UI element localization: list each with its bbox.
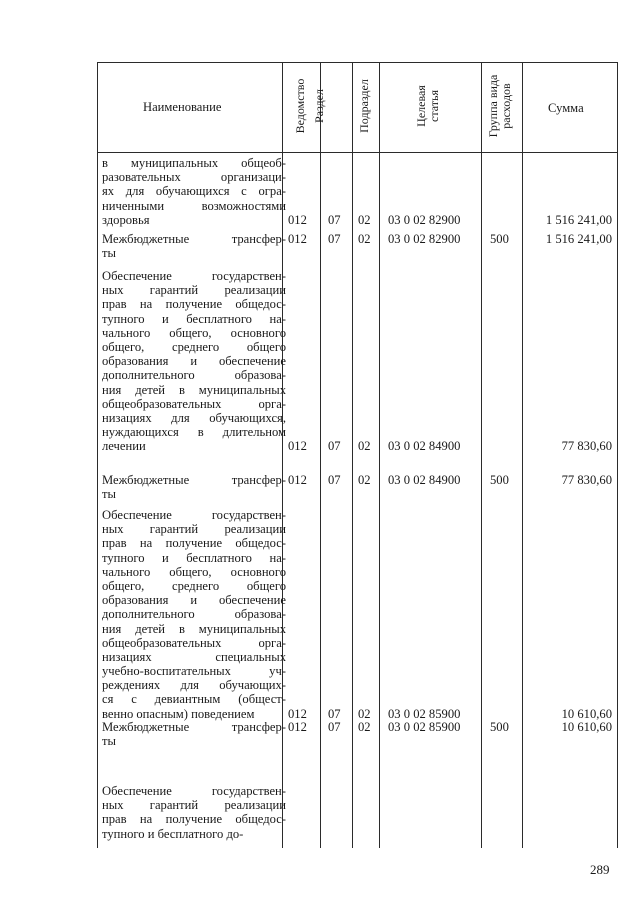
description-line: тупного и бесплатного на- — [102, 311, 286, 326]
header-group-line2: расходов — [499, 83, 513, 129]
cell-target-article: 03 0 02 84900 — [388, 473, 461, 487]
cell-department: 012 — [288, 212, 307, 227]
cell-expense-group: 500 — [490, 232, 509, 246]
description-line: чального общего, основного — [102, 564, 286, 579]
cell-target-article: 03 0 02 84900 — [388, 439, 461, 454]
cell-department: 012 — [288, 706, 307, 721]
cell-subsection: 02 — [358, 473, 371, 487]
description-line: венно опасным) поведением — [102, 706, 255, 721]
description-line: учебно-воспитательных уч- — [102, 664, 286, 679]
description-line: прав на получение общедос- — [102, 297, 286, 312]
description-line: Межбюджетные трансфер- — [102, 232, 286, 246]
table-border-left — [97, 62, 98, 848]
header-name: Наименование — [143, 100, 222, 114]
description-line: Обеспечение государствен- — [102, 508, 286, 522]
description-line: в муниципальных общеоб- — [102, 156, 286, 170]
cell-subsection: 02 — [358, 720, 371, 734]
table-border-right — [617, 62, 618, 848]
row-description — [102, 473, 286, 501]
cell-section: 07 — [328, 473, 341, 487]
description-line: Обеспечение государствен- — [102, 784, 286, 798]
cell-sum: 1 516 241,00 — [545, 212, 612, 227]
description-line: ты — [102, 487, 116, 502]
cell-subsection: 02 — [358, 212, 371, 227]
header-target-line2: статья — [427, 90, 441, 122]
cell-department: 012 — [288, 720, 307, 734]
description-line: дополнительного образова- — [102, 607, 286, 622]
cell-subsection: 02 — [358, 232, 371, 246]
column-divider — [320, 62, 321, 848]
description-line: реждениях для обучающих- — [102, 678, 286, 693]
header-target — [415, 76, 443, 136]
cell-sum: 1 516 241,00 — [545, 232, 612, 246]
header-target-line1: Целевая — [414, 85, 428, 127]
cell-section: 07 — [328, 212, 341, 227]
cell-section: 07 — [328, 720, 341, 734]
description-line: ных гарантий реализации — [102, 283, 286, 298]
description-line: общеобразовательных орга- — [102, 396, 286, 411]
description-line: ты — [102, 734, 116, 749]
description-line: ных гарантий реализации — [102, 798, 286, 813]
description-line: нуждающихся в длительном — [102, 425, 286, 440]
row-description — [102, 232, 286, 260]
description-line: разовательных организаци- — [102, 170, 286, 185]
cell-department: 012 — [288, 232, 307, 246]
row-description — [102, 784, 286, 841]
column-divider — [352, 62, 353, 848]
cell-target-article: 03 0 02 82900 — [388, 212, 461, 227]
cell-subsection: 02 — [358, 439, 371, 454]
header-sum: Сумма — [548, 101, 584, 115]
cell-department: 012 — [288, 439, 307, 454]
description-line: общеобразовательных орга- — [102, 635, 286, 650]
cell-subsection: 02 — [358, 706, 371, 721]
description-line: ния детей в муниципальных — [102, 382, 286, 397]
description-line: образования и обеспечение — [102, 354, 286, 369]
row-description — [102, 269, 286, 453]
page-number: 289 — [590, 862, 610, 877]
cell-target-article: 03 0 02 85900 — [388, 706, 461, 721]
description-line: чального общего, основного — [102, 325, 286, 340]
cell-expense-group: 500 — [490, 473, 509, 487]
description-line: ях для обучающихся с огра- — [102, 184, 286, 199]
cell-sum: 77 830,60 — [561, 439, 612, 454]
description-line: лечении — [102, 439, 146, 454]
row-description — [102, 720, 286, 748]
description-line: общего, среднего общего — [102, 578, 286, 593]
description-line: ся с девиантным (общест- — [102, 692, 286, 707]
cell-sum: 10 610,60 — [561, 720, 612, 734]
cell-target-article: 03 0 02 85900 — [388, 720, 461, 734]
cell-target-article: 03 0 02 82900 — [388, 232, 461, 246]
description-line: ных гарантий реализации — [102, 522, 286, 537]
cell-sum: 77 830,60 — [561, 473, 612, 487]
cell-section: 07 — [328, 439, 341, 454]
column-divider — [379, 62, 380, 848]
header-bottom-line — [97, 152, 618, 153]
description-line: ния детей в муниципальных — [102, 621, 286, 636]
description-line: тупного и бесплатного до- — [102, 826, 244, 841]
column-divider — [481, 62, 482, 848]
table-border-top — [97, 62, 618, 63]
column-divider — [522, 62, 523, 848]
header-group-line1: Группа вида — [486, 74, 500, 138]
cell-section: 07 — [328, 706, 341, 721]
description-line: дополнительного образова- — [102, 368, 286, 383]
description-line: здоровья — [102, 212, 150, 227]
cell-sum: 10 610,60 — [561, 706, 612, 721]
description-line: ниченными возможностями — [102, 198, 286, 213]
description-line: ты — [102, 246, 116, 261]
description-line: Обеспечение государствен- — [102, 269, 286, 283]
description-line: Межбюджетные трансфер- — [102, 720, 286, 734]
row-description — [102, 156, 286, 227]
header-department: Ведомство — [293, 78, 307, 134]
description-line: прав на получение общедос- — [102, 812, 286, 827]
description-line: тупного и бесплатного на- — [102, 550, 286, 565]
row-description — [102, 508, 286, 721]
description-line: низациях для обучающихся, — [102, 410, 286, 425]
cell-expense-group: 500 — [490, 720, 509, 734]
description-line: общего, среднего общего — [102, 339, 286, 354]
cell-department: 012 — [288, 473, 307, 487]
header-group — [487, 62, 515, 150]
description-line: образования и обеспечение — [102, 593, 286, 608]
header-section: Раздел — [312, 89, 326, 123]
cell-section: 07 — [328, 232, 341, 246]
description-line: прав на получение общедос- — [102, 536, 286, 551]
description-line: Межбюджетные трансфер- — [102, 473, 286, 487]
header-subsection: Подраздел — [357, 79, 371, 133]
description-line: низациях специальных — [102, 649, 286, 664]
